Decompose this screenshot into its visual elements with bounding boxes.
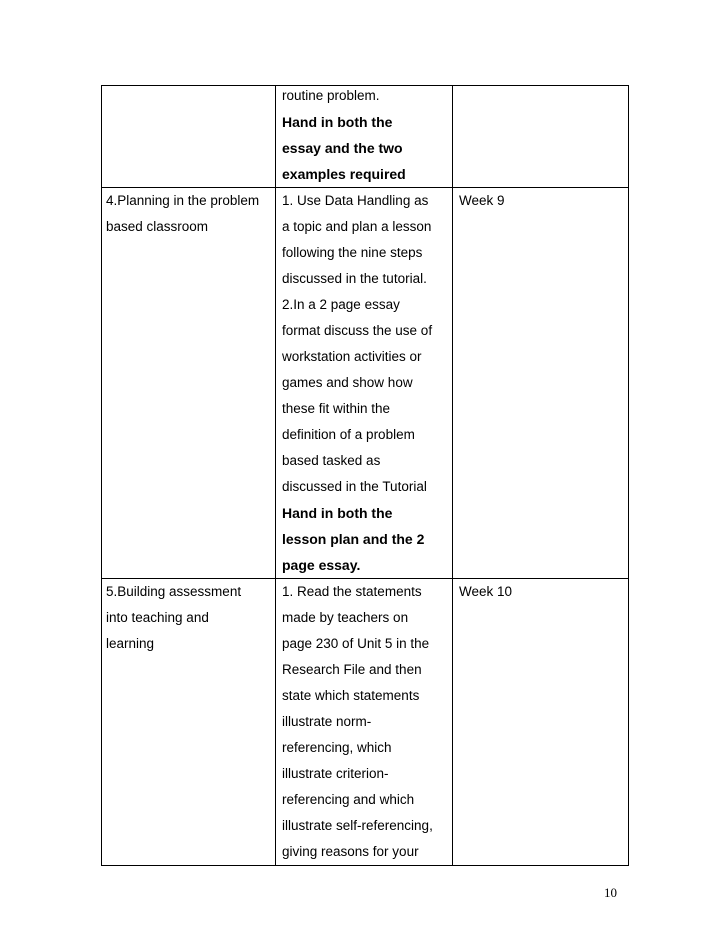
cell-text-line: page essay. xyxy=(282,557,361,573)
cell-text-line: definition of a problem xyxy=(282,427,415,442)
cell-text-line: Hand in both the xyxy=(282,505,393,521)
table-cell-task xyxy=(276,579,453,866)
cell-text-line: Research File and then xyxy=(282,662,422,677)
cell-text-line: state which statements xyxy=(282,688,420,703)
cell-text-line: games and show how xyxy=(282,375,413,390)
cell-text-line: referencing, which xyxy=(282,740,392,755)
cell-text-line: illustrate norm- xyxy=(282,714,372,729)
cell-text-line: into teaching and xyxy=(106,610,209,625)
cell-text-line: learning xyxy=(106,636,155,651)
cell-text-line: referencing and which xyxy=(282,792,415,807)
table-body xyxy=(102,86,629,866)
cell-text-line: Week 9 xyxy=(459,193,505,208)
table-row xyxy=(102,579,629,866)
table-cell-week xyxy=(453,86,629,188)
cell-text-line: these fit within the xyxy=(282,401,391,416)
table-cell-task xyxy=(276,188,453,579)
cell-text-line: 1. Use Data Handling as xyxy=(282,193,429,208)
cell-text-line: a topic and plan a lesson xyxy=(282,219,432,234)
cell-text-line: discussed in the tutorial. xyxy=(282,271,427,286)
cell-text-line: based classroom xyxy=(106,219,209,234)
table-cell-week xyxy=(453,188,629,579)
cell-text-line: format discuss the use of xyxy=(282,323,433,338)
cell-text-line: 4.Planning in the problem xyxy=(106,193,260,208)
cell-text-line: illustrate criterion- xyxy=(282,766,389,781)
page-number: 10 xyxy=(604,885,617,900)
table-cell-topic xyxy=(102,188,276,579)
table-row xyxy=(102,86,629,188)
cell-text-line: essay and the two xyxy=(282,140,403,156)
cell-text-line: Hand in both the xyxy=(282,114,393,130)
table-row xyxy=(102,188,629,579)
cell-text-line: made by teachers on xyxy=(282,610,409,625)
table-cell-topic xyxy=(102,86,276,188)
cell-text-line: based tasked as xyxy=(282,453,381,468)
cell-text-line: lesson plan and the 2 xyxy=(282,531,425,547)
table-cell-week xyxy=(453,579,629,866)
cell-text-line: illustrate self-referencing, xyxy=(282,818,433,833)
schedule-table xyxy=(101,85,629,866)
cell-text-line: 2.In a 2 page essay xyxy=(282,297,400,312)
table-cell-topic xyxy=(102,579,276,866)
cell-text-line: routine problem. xyxy=(282,88,380,103)
cell-text-line: workstation activities or xyxy=(282,349,422,364)
cell-text-line: page 230 of Unit 5 in the xyxy=(282,636,430,651)
cell-text-line: examples required xyxy=(282,166,406,182)
table-cell-task xyxy=(276,86,453,188)
cell-text-line: giving reasons for your xyxy=(282,844,419,859)
cell-text-line: Week 10 xyxy=(459,584,513,599)
cell-text-line: following the nine steps xyxy=(282,245,423,260)
cell-text-line: discussed in the Tutorial xyxy=(282,479,427,494)
cell-text-line: 5.Building assessment xyxy=(106,584,242,599)
cell-text-line: 1. Read the statements xyxy=(282,584,422,599)
